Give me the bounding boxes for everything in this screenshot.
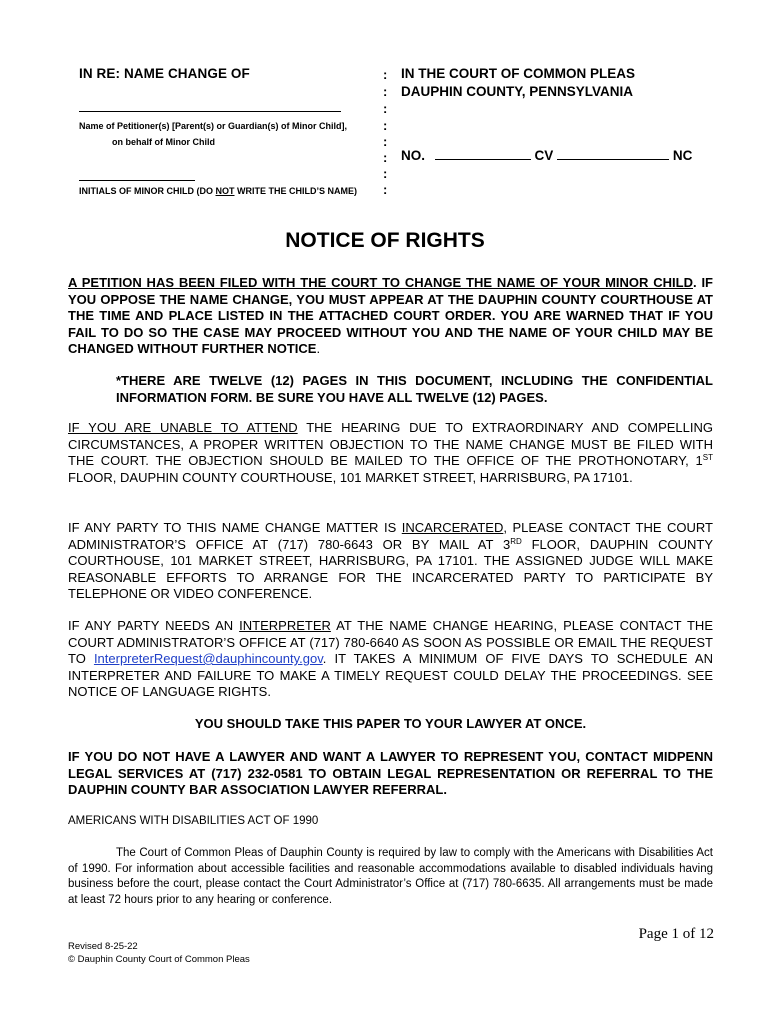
incarcerated-paragraph: IF ANY PARTY TO THIS NAME CHANGE MATTER IS INCARCERATED, PLEASE CONTACT THE COURT ADMINISTRATOR’S OFFICE AT (717) 780-6643 OR BY MAIL AT 3RD FLOOR, DAUPHIN COUNTY COURTHOUSE, 101 MARKET STREET, HARRISBURG, PA 17101. THE ASSIGNED JUDGE WILL MAKE REASONABLE EFFORTS TO ARRANGE FOR THE INCARCERATED PARTY TO PARTICIPATE BY TELEPHONE OR VIDEO CONFERENCE. xyxy=(68,520,714,601)
court-county: DAUPHIN COUNTY, PENNSYLVANIA xyxy=(401,84,634,99)
interpreter-email-link[interactable]: InterpreterRequest@dauphincounty.gov xyxy=(93,651,323,666)
docket-number-blank xyxy=(435,148,531,160)
colon: : xyxy=(383,118,388,133)
legal-services-paragraph: IF YOU DO NOT HAVE A LAWYER AND WANT A LAWYER TO REPRESENT YOU, CONTACT MIDPENN LEGAL SERVICES AT (717) 232-0581 TO OBTAIN LEGAL REPRESENTATION OR REFERRAL TO THE DAUPHIN COUNTY BAR ASSOCIATION LAWYER REFERRAL. xyxy=(68,749,713,797)
petitioner-label-2: on behalf of Minor Child xyxy=(112,137,215,147)
copyright-notice: © Dauphin County Court of Common Pleas xyxy=(68,954,250,965)
nc-label: NC xyxy=(672,148,693,163)
court-name: IN THE COURT OF COMMON PLEAS xyxy=(401,66,635,81)
unable-to-attend-paragraph: IF YOU ARE UNABLE TO ATTEND THE HEARING DUE TO EXTRAORDINARY AND COMPELLING CIRCUMSTANCES, A PROPER WRITTEN OBJECTION TO THE NAME CHANGE MUST BE FILED WITH THE COURT. THE OBJECTION SHOULD BE MAILED TO THE OFFICE OF THE PROTHONOTARY, 1ST FLOOR, DAUPHIN COUNTY COURTHOUSE, 101 MARKET STREET, HARRISBURG, PA 17101. xyxy=(68,420,713,485)
caption-left xyxy=(79,66,384,196)
interpreter-paragraph: IF ANY PARTY NEEDS AN INTERPRETER AT THE NAME CHANGE HEARING, PLEASE CONTACT THE COURT ADMINISTRATOR’S OFFICE AT (717) 780-6640 AS SOON AS POSSIBLE OR EMAIL THE REQUEST TO InterpreterRequest@dauphincounty.gov. IT TAKES A MINIMUM OF FIVE DAYS TO SCHEDULE AN INTERPRETER AND FAILURE TO MAKE A TIMELY REQUEST COULD DELAY THE PROCEEDINGS. SEE NOTICE OF LANGUAGE RIGHTS. xyxy=(68,618,713,699)
cv-label: CV xyxy=(534,148,554,163)
petition-notice-paragraph: A PETITION HAS BEEN FILED WITH THE COURT TO CHANGE THE NAME OF YOUR MINOR CHILD. IF YOU OPPOSE THE NAME CHANGE, YOU MUST APPEAR AT THE DAUPHIN COUNTY COURTHOUSE AT THE TIME AND PLACE LISTED IN THE ATTACHED COURT ORDER. YOU ARE WARNED THAT IF YOU FAIL TO DO SO THE CASE MAY PROCEED WITHOUT YOU AND THE NAME OF YOUR CHILD MAY BE CHANGED WITHOUT FURTHER NOTICE. xyxy=(68,275,713,356)
ada-heading: AMERICANS WITH DISABILITIES ACT OF 1990 xyxy=(68,815,319,827)
footer xyxy=(68,940,250,966)
page-count-paragraph: *THERE ARE TWELVE (12) PAGES IN THIS DOCUMENT, INCLUDING THE CONFIDENTIAL INFORMATION FORM. BE SURE YOU HAVE ALL TWELVE (12) PAGES. xyxy=(116,373,713,405)
revised-date: Revised 8-25-22 xyxy=(68,941,138,952)
document-title: NOTICE OF RIGHTS xyxy=(285,229,485,252)
petitioner-name-line xyxy=(79,111,341,112)
initials-label: INITIALS OF MINOR CHILD (DO NOT WRITE THE CHILD’S NAME) xyxy=(79,186,357,196)
colon: : xyxy=(383,166,388,181)
colon: : xyxy=(383,67,388,82)
colon: : xyxy=(383,134,388,149)
in-re-heading: IN RE: NAME CHANGE OF xyxy=(79,66,250,81)
colon: : xyxy=(383,150,388,165)
take-to-lawyer-paragraph: YOU SHOULD TAKE THIS PAPER TO YOUR LAWYER AT ONCE. xyxy=(194,716,587,731)
cv-number-blank xyxy=(557,148,669,160)
page-number: Page 1 of 12 xyxy=(638,926,714,942)
colon: : xyxy=(383,84,388,99)
colon: : xyxy=(383,182,388,197)
colon: : xyxy=(383,101,388,116)
initials-line xyxy=(79,180,195,181)
petitioner-label: Name of Petitioner(s) [Parent(s) or Guardian(s) of Minor Child], xyxy=(79,121,348,131)
no-label: NO. xyxy=(401,148,426,163)
docket-number xyxy=(401,148,692,163)
ada-paragraph: The Court of Common Pleas of Dauphin County is required by law to comply with the Americans with Disabilities Act of 1990. For information about accessible facilities and reasonable accommodations available to disabled individuals having business before the court, please contact the Court Administrator’s Office at (717) 780-6635. All arrangements must be made at least 72 hours prior to any hearing or conference. xyxy=(68,847,713,906)
